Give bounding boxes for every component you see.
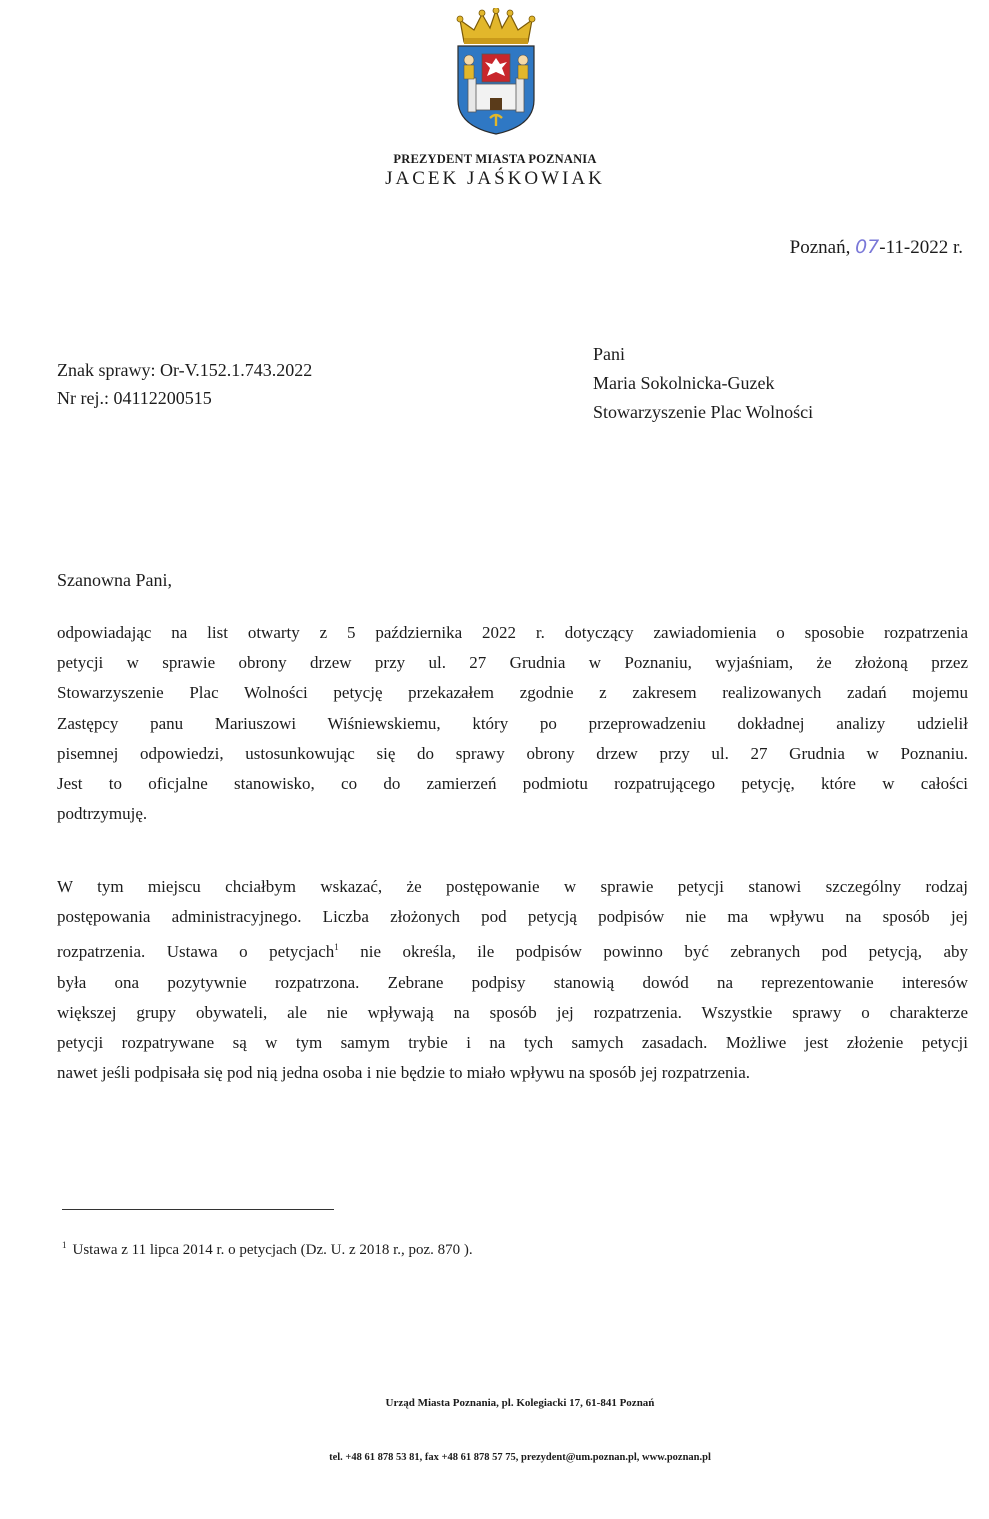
- footnote-divider: [62, 1209, 334, 1210]
- paragraph-line: W tym miejscu chciałbym wskazać, że postępowanie w sprawie petycji stanowi szczególny rodzaj: [57, 877, 968, 896]
- salutation: Szanowna Pani,: [57, 570, 172, 590]
- footer-contact: tel. +48 61 878 53 81, fax +48 61 878 57 75, prezydent@um.poznan.pl, www.poznan.pl: [329, 1452, 711, 1463]
- handwritten-day: 07: [855, 236, 880, 258]
- paragraph-line: podtrzymuję.: [57, 804, 148, 824]
- paragraph-line: postępowania administracyjnego. Liczba złożonych pod petycją podpisów nie ma wpływu na sposób jej: [57, 907, 968, 927]
- line-part: rozpatrzenia. Ustawa o petycjach: [57, 942, 335, 962]
- paragraph-line: pisemnej odpowiedzi, ustosunkowując się do sprawy obrony drzew przy ul. 27 Grudnia w Poznaniu.: [57, 743, 968, 763]
- paragraph-line: Stowarzyszenie Plac Wolności petycję przekazałem zgodnie z zakresem realizowanych zadań mojemu: [57, 683, 968, 703]
- date-rest: -11-2022 r.: [879, 237, 963, 258]
- case-sign: Znak sprawy: Or-V.152.1.743.2022: [57, 360, 313, 380]
- paragraph-line: Jest to oficjalne stanowisko, co do zamierzeń podmiotu rozpatrującego petycję, które w całości: [57, 774, 968, 794]
- footnote-reference: 1: [334, 942, 339, 953]
- paragraph-line: nawet jeśli podpisała się pod nią jedna osoba i nie będzie to miało wpływu na sposób jej rozpatrzenia.: [57, 1063, 751, 1083]
- recipient-name: Maria Sokolnicka-Guzek: [593, 373, 775, 393]
- poznan-coat-of-arms-icon: [452, 8, 540, 136]
- paragraph-line: petycji rozpatrywane są w tym samym trybie i na tych samych zasadach. Możliwe jest złożenie petycji: [57, 1033, 968, 1053]
- place-date: [790, 236, 963, 259]
- paragraph-2: [57, 872, 968, 1088]
- footnote-mark: 1: [62, 1240, 67, 1250]
- header-name: JACEK JAŚKOWIAK: [385, 168, 605, 189]
- case-reg: Nr rej.: 04112200515: [57, 388, 212, 408]
- footnote-text: Ustawa z 11 lipca 2014 r. o petycjach (Dz. U. z 2018 r., poz. 870 ).: [72, 1242, 473, 1258]
- recipient-title: Pani: [593, 344, 626, 364]
- paragraph-line: [57, 932, 968, 967]
- paragraph-line: Zastępcy panu Mariuszowi Wiśniewskiemu, który po przeprowadzeniu dokładnej analizy udzielił: [57, 713, 968, 733]
- header-office: PREZYDENT MIASTA POZNANIA: [393, 152, 597, 166]
- footnote: [62, 1240, 473, 1259]
- place: Poznań,: [789, 237, 851, 258]
- line-part: nie określa, ile podpisów powinno być zebranych pod petycją, aby: [338, 942, 968, 962]
- recipient-block: [593, 340, 813, 427]
- paragraph-line: była ona pozytywnie rozpatrzona. Zebrane podpisy stanowią dowód na reprezentowanie interesów: [57, 972, 968, 992]
- case-block: [57, 356, 312, 412]
- paragraph-line: większej grupy obywateli, ale nie wpływają na sposób jej rozpatrzenia. Wszystkie sprawy o charakterze: [57, 1002, 968, 1022]
- recipient-organization: Stowarzyszenie Plac Wolności: [593, 402, 814, 422]
- paragraph-line: odpowiadając na list otwarty z 5 października 2022 r. dotyczący zawiadomienia o sposobie rozpatrzenia: [57, 623, 968, 642]
- footer-address: Urząd Miasta Poznania, pl. Kolegiacki 17, 61-841 Poznań: [385, 1397, 655, 1409]
- paragraph-1: [57, 618, 968, 829]
- paragraph-line: petycji w sprawie obrony drzew przy ul. 27 Grudnia w Poznaniu, wyjaśniam, że złożoną przez: [57, 653, 968, 673]
